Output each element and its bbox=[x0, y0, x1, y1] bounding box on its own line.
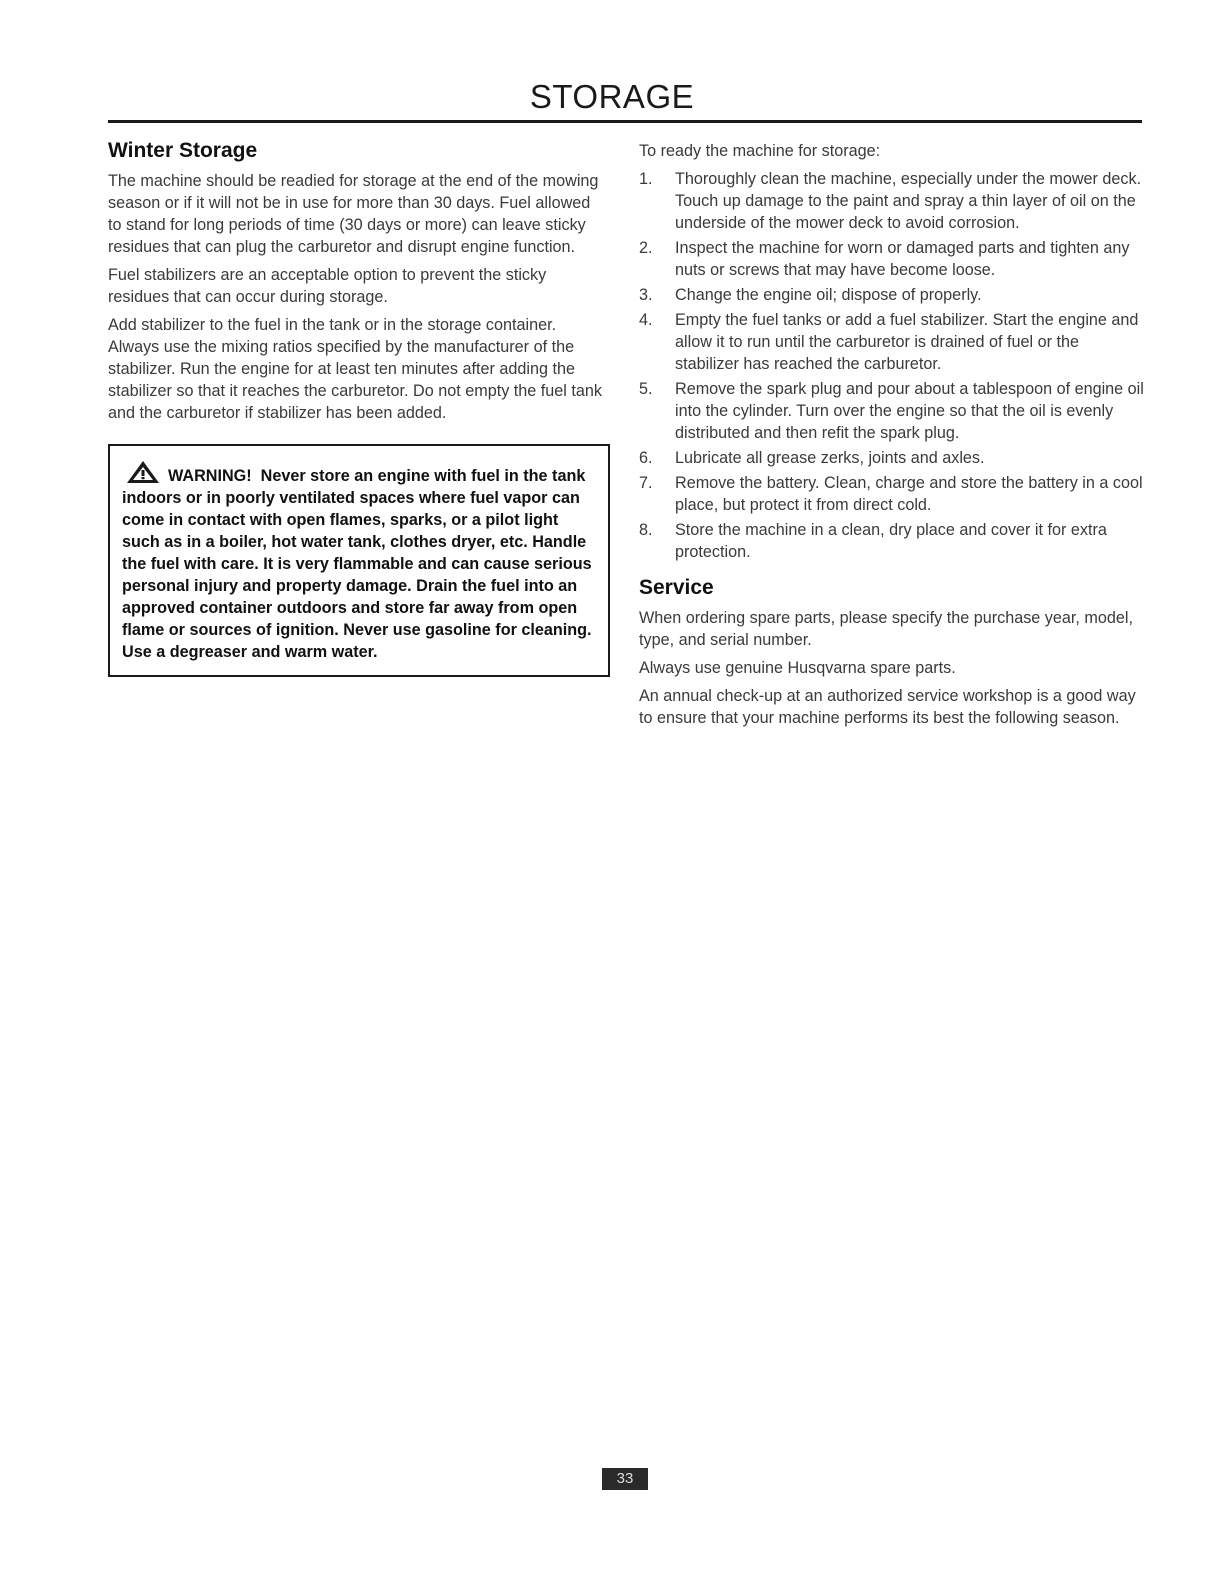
list-item bbox=[639, 168, 1144, 234]
step-text: Thoroughly clean the machine, especially under the mower deck. Touch up damage to the paint and spray a thin layer of oil on the underside of the mower deck to avoid corrosion. bbox=[675, 170, 1142, 232]
list-item bbox=[639, 284, 1144, 306]
step-text: Lubricate all grease zerks, joints and axles. bbox=[675, 449, 985, 467]
service-paragraph-2: Always use genuine Husqvarna spare parts. bbox=[639, 659, 956, 677]
step-number: 7. bbox=[639, 474, 653, 492]
list-item bbox=[639, 309, 1144, 375]
service-heading: Service bbox=[639, 576, 714, 599]
winter-paragraph-3: Add stabilizer to the fuel in the tank or in the storage container. Always use the mixing ratios specified by the manufacturer of the stabilizer. Run the engine for at least ten minutes after adding the stabilizer so that it reaches the carburetor. Do not empty the fuel tank and the carburetor if stabilizer has been added. bbox=[108, 316, 602, 422]
step-text: Remove the spark plug and pour about a tablespoon of engine oil into the cylinder. Turn over the engine so that the oil is evenly distributed and then refit the spark plug. bbox=[675, 380, 1144, 442]
step-number: 6. bbox=[639, 449, 653, 467]
list-item bbox=[639, 472, 1144, 516]
winter-storage-heading: Winter Storage bbox=[108, 139, 258, 162]
step-text: Change the engine oil; dispose of properly. bbox=[675, 286, 982, 304]
winter-paragraph-2: Fuel stabilizers are an acceptable option to prevent the sticky residues that can occur during storage. bbox=[108, 266, 547, 306]
warning-triangle-icon bbox=[126, 460, 160, 484]
title-rule bbox=[108, 120, 1142, 123]
step-text: Remove the battery. Clean, charge and store the battery in a cool place, but protect it from direct cold. bbox=[675, 474, 1143, 514]
winter-paragraph-1: The machine should be readied for storage at the end of the mowing season or if it will not be in use for more than 30 days. Fuel allowed to stand for long periods of time (30 days or more) can leave sticky residues that can plug the carburetor and disrupt engine function. bbox=[108, 172, 599, 256]
list-item bbox=[639, 519, 1144, 563]
service-paragraph-1: When ordering spare parts, please specify the purchase year, model, type, and serial number. bbox=[639, 609, 1133, 649]
list-item bbox=[639, 237, 1144, 281]
list-item bbox=[639, 447, 1144, 469]
list-item bbox=[639, 378, 1144, 444]
page-title: STORAGE bbox=[529, 78, 695, 115]
step-number: 4. bbox=[639, 311, 653, 329]
warning-body: Never store an engine with fuel in the tank indoors or in poorly ventilated spaces where fuel vapor can come in contact with open flames, sparks, or a pilot light such as in a boiler, hot water tank, clothes dryer, etc. Handle the fuel with care. It is very flammable and can cause serious personal injury and property damage. Drain the fuel into an approved container outdoors and store far away from open flame or sources of ignition. Never use gasoline for cleaning. Use a degreaser and warm water. bbox=[122, 467, 592, 661]
step-number: 8. bbox=[639, 521, 653, 539]
service-paragraph-3: An annual check-up at an authorized service workshop is a good way to ensure that your machine performs its best the following season. bbox=[639, 687, 1136, 727]
step-text: Store the machine in a clean, dry place and cover it for extra protection. bbox=[675, 521, 1107, 561]
warning-label: WARNING! bbox=[168, 467, 252, 485]
warning-box bbox=[108, 444, 610, 677]
warning-text-block bbox=[122, 460, 596, 663]
page-number: 33 bbox=[602, 1468, 648, 1490]
steps-intro: To ready the machine for storage: bbox=[639, 142, 881, 160]
step-text: Inspect the machine for worn or damaged parts and tighten any nuts or screws that may have become loose. bbox=[675, 239, 1130, 279]
right-column bbox=[639, 140, 1144, 735]
left-column bbox=[108, 138, 608, 677]
step-text: Empty the fuel tanks or add a fuel stabilizer. Start the engine and allow it to run until the carburetor is drained of fuel or the stabilizer has reached the carburetor. bbox=[675, 311, 1139, 373]
step-number: 3. bbox=[639, 286, 653, 304]
step-number: 5. bbox=[639, 380, 653, 398]
storage-steps-list bbox=[639, 168, 1144, 563]
step-number: 2. bbox=[639, 239, 653, 257]
step-number: 1. bbox=[639, 170, 653, 188]
